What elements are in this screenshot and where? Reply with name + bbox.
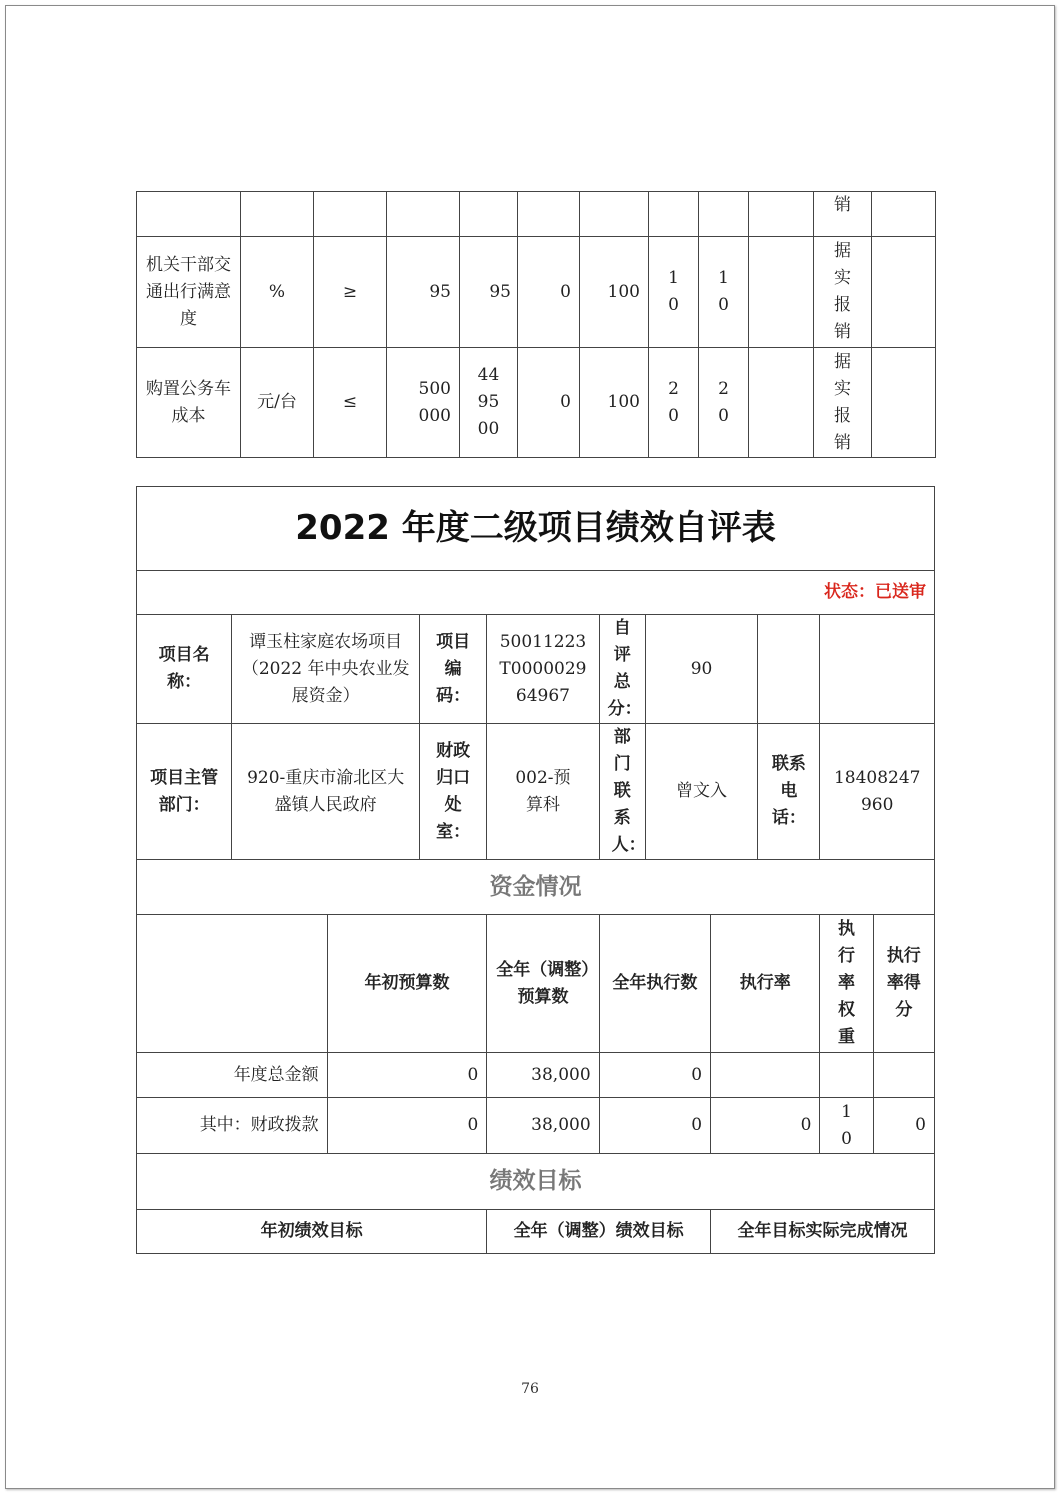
funds-weight xyxy=(820,1053,873,1098)
funds-executed: 0 xyxy=(599,1098,710,1154)
indicator-actual: 95 xyxy=(460,237,518,348)
dept-row xyxy=(137,724,935,860)
col-header-exec-rate: 执行率 xyxy=(711,915,820,1053)
funds-header-row xyxy=(137,915,935,1053)
project-name-label: 项目名称： xyxy=(137,615,232,724)
col-header-init-budget: 年初预算数 xyxy=(327,915,487,1053)
col-header-adjusted-budget: 全年（调整）预算数 xyxy=(487,915,599,1053)
indicator-weight: 20 xyxy=(649,348,699,458)
office-value: 002-预算科 xyxy=(487,724,599,860)
dept-value: 920-重庆市渝北区大盛镇人民政府 xyxy=(232,724,420,860)
funds-score xyxy=(873,1053,934,1098)
remark-cell: 据实报销 xyxy=(814,237,872,348)
funds-rate: 0 xyxy=(711,1098,820,1154)
indicator-weight: 10 xyxy=(649,237,699,348)
funds-init: 0 xyxy=(327,1053,487,1098)
table-row xyxy=(137,192,936,237)
remark-cell: 据实报销 xyxy=(814,348,872,458)
indicator-operator: ≤ xyxy=(314,348,387,458)
indicator-value: 100 xyxy=(580,348,649,458)
status-row xyxy=(137,571,935,615)
funds-row-label: 年度总金额 xyxy=(137,1053,328,1098)
indicator-name: 购置公务车成本 xyxy=(137,348,241,458)
indicator-value: 100 xyxy=(580,237,649,348)
dept-label: 项目主管部门： xyxy=(137,724,232,860)
indicator-value: 0 xyxy=(518,237,580,348)
table-row xyxy=(137,237,936,348)
project-code-label: 项目编码： xyxy=(420,615,487,724)
score-value: 90 xyxy=(645,615,757,724)
indicator-target: 500000 xyxy=(387,348,460,458)
indicator-unit: % xyxy=(241,237,314,348)
contact-label: 部门联系人： xyxy=(599,724,645,860)
score-label: 自评总分： xyxy=(599,615,645,724)
title-row xyxy=(137,487,935,571)
page-number: 76 xyxy=(521,1381,539,1397)
funds-executed: 0 xyxy=(599,1053,710,1098)
perf-header-initial: 年初绩效目标 xyxy=(137,1210,487,1254)
funds-row-label: 其中：财政拨款 xyxy=(137,1098,328,1154)
status-badge: 状态：已送审 xyxy=(137,571,935,615)
perf-header-row xyxy=(137,1210,935,1254)
funds-weight: 10 xyxy=(820,1098,873,1154)
remark-cell: 销 xyxy=(814,192,872,237)
project-name-value: 谭玉柱家庭农场项目（2022 年中央农业发展资金） xyxy=(232,615,420,724)
phone-value: 18408247960 xyxy=(820,724,935,860)
indicator-table xyxy=(136,191,936,458)
col-header-executed: 全年执行数 xyxy=(599,915,710,1053)
funds-section-row xyxy=(137,860,935,915)
perf-header-actual: 全年目标实际完成情况 xyxy=(711,1210,935,1254)
evaluation-form xyxy=(136,486,935,1254)
funds-section-title: 资金情况 xyxy=(137,860,935,915)
perf-section-title: 绩效目标 xyxy=(137,1154,935,1210)
indicator-operator: ≥ xyxy=(314,237,387,348)
project-code-value: 50011223T000002964967 xyxy=(487,615,599,724)
funds-adjusted: 38,000 xyxy=(487,1053,599,1098)
funds-adjusted: 38,000 xyxy=(487,1098,599,1154)
funds-score: 0 xyxy=(873,1098,934,1154)
indicator-target: 95 xyxy=(387,237,460,348)
indicator-score: 20 xyxy=(699,348,749,458)
indicator-name: 机关干部交通出行满意度 xyxy=(137,237,241,348)
col-header-score: 执行率得分 xyxy=(873,915,934,1053)
col-header-weight: 执行率权重 xyxy=(820,915,873,1053)
funds-init: 0 xyxy=(327,1098,487,1154)
table-row xyxy=(137,1098,935,1154)
perf-header-adjusted: 全年（调整）绩效目标 xyxy=(487,1210,711,1254)
indicator-score: 10 xyxy=(699,237,749,348)
indicator-value: 0 xyxy=(518,348,580,458)
funds-rate xyxy=(711,1053,820,1098)
table-row xyxy=(137,348,936,458)
project-row xyxy=(137,615,935,724)
table-row xyxy=(137,1053,935,1098)
indicator-unit: 元/台 xyxy=(241,348,314,458)
indicator-actual: 449500 xyxy=(460,348,518,458)
contact-value: 曾文入 xyxy=(645,724,757,860)
office-label: 财政归口处室： xyxy=(420,724,487,860)
page-title: 2022 年度二级项目绩效自评表 xyxy=(137,487,935,571)
phone-label: 联系电话： xyxy=(758,724,820,860)
perf-section-row xyxy=(137,1154,935,1210)
